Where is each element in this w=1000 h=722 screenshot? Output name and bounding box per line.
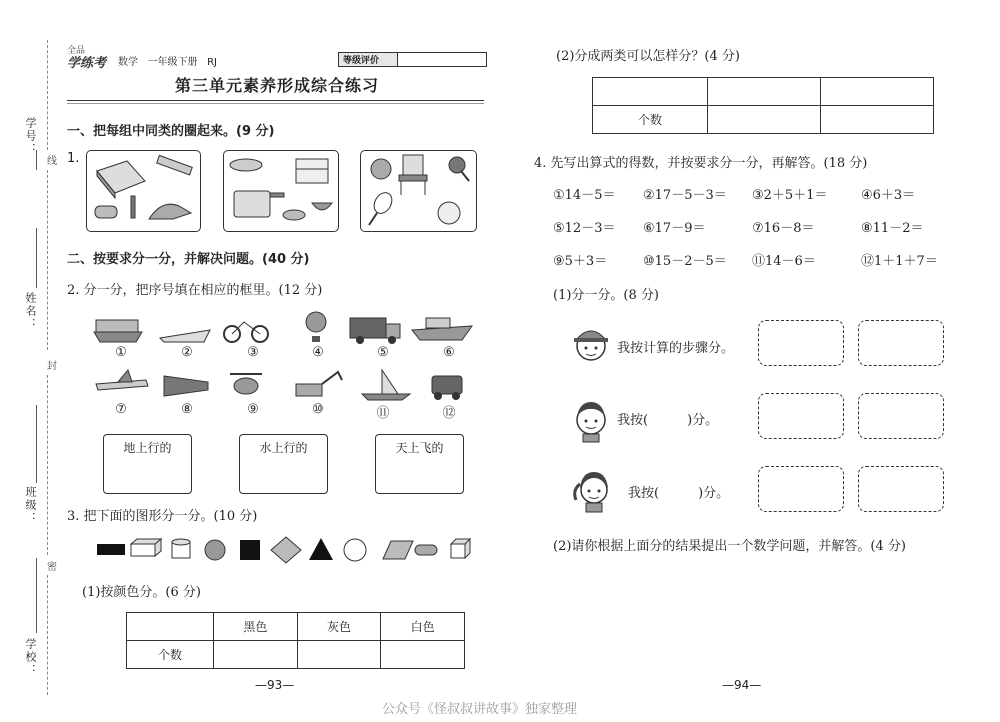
- answer-box-3b[interactable]: [858, 466, 944, 512]
- cut-line-low: [47, 375, 48, 555]
- answer-box-1b[interactable]: [858, 320, 944, 366]
- gray-sphere: [205, 540, 225, 560]
- q1-group-sports[interactable]: [360, 150, 477, 232]
- eq-7: ⑦16－8＝: [752, 221, 815, 236]
- num-11: ⑪: [376, 406, 390, 421]
- eq-2: ②17－5－3＝: [643, 188, 727, 203]
- black-rectangle: [97, 544, 125, 555]
- girl-avatar: [572, 466, 618, 514]
- brand-top: 全品: [67, 46, 86, 56]
- answer-box-3a[interactable]: [758, 466, 844, 512]
- sports-pictures: [361, 151, 476, 231]
- edition: RJ: [207, 57, 217, 68]
- volleyball-icon: [438, 202, 460, 224]
- count-gray-cell[interactable]: [297, 641, 381, 669]
- q2-prompt: 2. 分一分，把序号填在相应的框里。(12 分): [67, 283, 323, 298]
- chair-icon: [399, 155, 427, 195]
- q3-prompt: 3. 把下面的图形分一分。(10 分): [67, 509, 258, 524]
- num-9: ⑨: [247, 402, 259, 417]
- num-8: ⑧: [181, 402, 193, 417]
- color-header-gray: 灰色: [297, 613, 381, 641]
- ruler-icon: [157, 155, 193, 174]
- num-1: ①: [115, 345, 127, 360]
- eq-8: ⑧11－2＝: [861, 221, 924, 236]
- book-meta: [118, 53, 217, 68]
- two-class-header-a[interactable]: [708, 78, 821, 106]
- white-circle: [344, 539, 366, 561]
- num-5: ⑤: [377, 345, 389, 360]
- page-number-left-value: 93: [267, 678, 283, 692]
- boy-avatar: [570, 396, 612, 444]
- box-ground[interactable]: [103, 434, 192, 494]
- cuboid: [131, 539, 161, 556]
- color-count-table: [126, 612, 465, 669]
- seal-mi: 密: [47, 562, 57, 573]
- box-water-label: 水上行的: [259, 441, 308, 455]
- page-title: 第三单元素养形成综合练习: [174, 76, 379, 95]
- q4-1-prompt: (1)分一分。(8 分): [553, 288, 659, 303]
- pingpong-icon: [449, 157, 469, 181]
- excavator-icon: [296, 372, 342, 396]
- eq-3: ③2＋5＋1＝: [752, 188, 828, 203]
- eq-12: ⑫1＋1＋7＝: [861, 254, 938, 269]
- pot-icon: [234, 191, 284, 217]
- basketball-icon: [371, 159, 391, 179]
- school-label: 学校：: [24, 638, 37, 677]
- black-triangle: [309, 538, 333, 560]
- q4-prompt: 4. 先写出算式的得数，并按要求分一分，再解答。(18 分): [534, 156, 868, 171]
- color-row-label: 个数: [127, 641, 214, 669]
- name-label: 姓名：: [24, 292, 37, 331]
- student-no-line: [36, 150, 38, 170]
- cut-line-bottom: [47, 575, 48, 695]
- section-2-heading: 二、按要求分一分，并解决问题。(40 分): [67, 252, 310, 267]
- eq-4: ④6＋3＝: [861, 188, 916, 203]
- num-10: ⑩: [312, 402, 324, 417]
- box-sky-label: 天上飞的: [395, 441, 444, 455]
- q4-2-prompt: (2)请你根据上面分的结果提出一个数学问题，并解答。(4 分): [553, 539, 906, 554]
- q1-number: 1.: [67, 151, 80, 166]
- color-header-blank: [127, 613, 214, 641]
- grade-eval-cell[interactable]: [397, 53, 486, 66]
- jeep-icon: [432, 376, 462, 400]
- page-number-right: —94—: [722, 678, 762, 692]
- answer-box-1a[interactable]: [758, 320, 844, 366]
- eq-6: ⑥17－9＝: [643, 221, 706, 236]
- brand-logo: [67, 47, 111, 73]
- two-class-header-b[interactable]: [821, 78, 934, 106]
- sandwich-icon: [230, 159, 262, 171]
- title-rule: [67, 100, 484, 104]
- two-class-count-b[interactable]: [821, 106, 934, 134]
- school-line: [36, 558, 38, 633]
- num-6: ⑥: [443, 345, 455, 360]
- eq-1: ①14－5＝: [553, 188, 616, 203]
- bicycle-icon: [224, 322, 268, 342]
- count-white-cell[interactable]: [381, 641, 465, 669]
- two-class-header-blank: [593, 78, 708, 106]
- eq-11: ⑪14－6＝: [752, 254, 816, 269]
- boat-icon: [412, 318, 472, 340]
- q3-2-prompt: (2)分成两类可以怎样分？(4 分): [556, 49, 740, 64]
- class-line: [36, 405, 38, 483]
- seal-xian: 线: [47, 156, 57, 167]
- q3-1-prompt: (1)按颜色分。(6 分): [82, 585, 201, 600]
- airplane-icon: [96, 370, 148, 390]
- name-line: [36, 228, 38, 288]
- pencil-icon: [131, 196, 135, 218]
- gray-diamond: [271, 537, 301, 563]
- food-pictures: [224, 151, 338, 231]
- speedboat-icon: [160, 330, 210, 342]
- q1-group-food[interactable]: [223, 150, 339, 232]
- two-class-row-label: 个数: [593, 106, 708, 134]
- vehicles-row-2: [92, 366, 477, 402]
- answer-box-2b[interactable]: [858, 393, 944, 439]
- cut-line-top: [47, 40, 48, 150]
- eraser-icon: [95, 206, 117, 218]
- small-cube: [451, 539, 470, 558]
- grade-eval-box: [338, 52, 487, 67]
- q3-shapes: [95, 536, 480, 564]
- num-12: ⑫: [442, 406, 456, 421]
- num-3: ③: [247, 345, 259, 360]
- kid2-speech: 我按( )分。: [617, 413, 719, 428]
- balloon-icon: [306, 312, 326, 342]
- sailboat-icon: [362, 370, 410, 400]
- box-sky[interactable]: [375, 434, 464, 494]
- q1-group-stationery[interactable]: [86, 150, 201, 232]
- eq-9: ⑨5＋3＝: [553, 254, 608, 269]
- eq-5: ⑤12－3＝: [553, 221, 616, 236]
- watermark: 公众号《怪叔叔讲故事》独家整理: [382, 702, 578, 717]
- cylinder: [172, 539, 190, 558]
- stationery-pictures: [87, 151, 200, 231]
- book-icon: [97, 161, 145, 198]
- count-black-cell[interactable]: [214, 641, 298, 669]
- page-number-left: —93—: [255, 678, 295, 692]
- two-class-table: [592, 77, 934, 134]
- grade: 一年级下册: [147, 57, 198, 68]
- seal-feng: 封: [47, 361, 57, 372]
- num-7: ⑦: [115, 402, 127, 417]
- vehicles-row-1: [92, 310, 477, 346]
- grade-eval-label: 等级评价: [343, 56, 380, 66]
- boy-cap-avatar: [570, 320, 612, 368]
- gray-parallelogram: [383, 541, 413, 559]
- class-label: 班级：: [24, 486, 37, 525]
- dish-icon: [283, 210, 305, 220]
- color-header-black: 黑色: [214, 613, 298, 641]
- box-ground-label: 地上行的: [123, 441, 172, 455]
- helicopter-icon: [230, 374, 262, 394]
- num-2: ②: [181, 345, 193, 360]
- kid1-speech: 我按计算的步骤分。: [617, 341, 735, 356]
- truck-icon: [350, 318, 400, 344]
- black-square: [240, 540, 260, 560]
- subject: 数学: [118, 57, 138, 68]
- brand-bottom: 学练考: [67, 56, 107, 71]
- section-1-heading: 一、把每组中同类的圈起来。(9 分): [67, 124, 275, 139]
- page-number-right-value: 94: [734, 678, 750, 692]
- small-cylinder: [415, 545, 437, 555]
- cut-line-mid: [47, 170, 48, 350]
- eq-10: ⑩15－2－5＝: [643, 254, 727, 269]
- num-4: ④: [312, 345, 324, 360]
- ship-icon: [94, 320, 142, 342]
- kid3-speech: 我按( )分。: [628, 486, 730, 501]
- spaceship-icon: [164, 376, 208, 396]
- student-no-label: 学号：: [24, 117, 37, 156]
- racket-icon: [369, 189, 395, 225]
- box-water[interactable]: [239, 434, 328, 494]
- bowl-icon: [312, 203, 332, 210]
- answer-box-2a[interactable]: [758, 393, 844, 439]
- color-header-white: 白色: [381, 613, 465, 641]
- cake-icon: [296, 159, 328, 183]
- cap-icon: [149, 204, 191, 219]
- two-class-count-a[interactable]: [708, 106, 821, 134]
